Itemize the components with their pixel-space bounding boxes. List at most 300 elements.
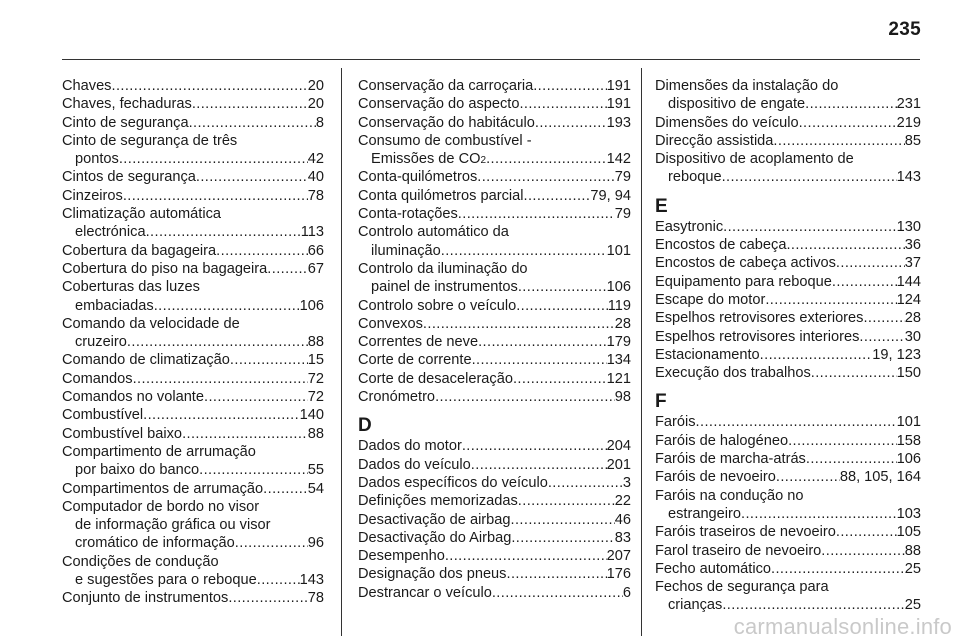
index-entry [655, 560, 921, 578]
index-term: reboque [668, 169, 722, 186]
index-page-ref: 78 [307, 187, 324, 204]
dot-leader [836, 523, 897, 541]
index-term: Dimensões do veículo [655, 114, 799, 131]
index-entry-line [358, 315, 631, 333]
index-term: Fecho automático [655, 560, 772, 577]
dot-leader [182, 425, 308, 443]
index-page-ref: 140 [299, 407, 324, 424]
index-term: Cintos de segurança [62, 169, 196, 186]
index-entry-line [358, 168, 631, 186]
index-entry [62, 187, 324, 205]
index-term: Conjunto de instrumentos [62, 590, 229, 607]
index-entry [655, 523, 921, 541]
dot-leader [788, 432, 897, 450]
index-term: Chaves [62, 78, 112, 94]
index-term: Controlo sobre o veículo [358, 297, 517, 314]
dot-leader [199, 461, 308, 479]
index-entry-line [62, 114, 324, 132]
index-entry [62, 370, 324, 388]
index-page-ref: 98 [614, 389, 631, 406]
dot-leader [722, 596, 904, 614]
dot-leader [196, 168, 308, 186]
index-page-ref: 231 [896, 96, 921, 113]
index-term: Faróis de nevoeiro [655, 469, 776, 486]
index-term: Dados específicos do veículo [358, 474, 548, 491]
index-page-ref: 179 [606, 334, 631, 351]
index-section-letter: F [655, 391, 667, 413]
index-entry [358, 529, 631, 547]
index-term: Computador de bordo no visor [62, 498, 260, 515]
index-page-ref: 103 [896, 505, 921, 522]
index-column-2 [358, 77, 631, 602]
index-page-ref: 30 [904, 328, 921, 345]
index-entry [62, 168, 324, 186]
dot-leader [154, 297, 300, 315]
index-term: Conta quilómetros parcial [358, 187, 524, 204]
index-entry [358, 511, 631, 529]
index-page-ref: 105 [896, 524, 921, 541]
column-divider [641, 68, 642, 636]
index-page-ref: 22 [614, 493, 631, 510]
dot-leader [771, 560, 905, 578]
index-entry-line [62, 132, 324, 150]
index-entry [62, 443, 324, 480]
index-page-ref: 88 [307, 425, 324, 442]
index-entry [358, 474, 631, 492]
index-entry [655, 578, 921, 615]
index-entry-line [358, 132, 631, 150]
index-entry-line [358, 242, 631, 260]
index-page-ref: 191 [606, 78, 631, 94]
index-term: Convexos [358, 315, 423, 332]
dot-leader [836, 254, 905, 272]
index-term: Direcção assistida [655, 132, 774, 149]
index-term: dispositivo de engate [668, 96, 806, 113]
index-entry [655, 309, 921, 327]
index-page-ref: 20 [307, 96, 324, 113]
dot-leader [535, 114, 607, 132]
index-entry-line [358, 529, 631, 547]
index-page-ref: 176 [606, 566, 631, 583]
dot-leader [230, 351, 308, 369]
index-page-ref: 207 [606, 548, 631, 565]
index-entry [358, 205, 631, 223]
index-entry-line [62, 333, 324, 351]
index-term: Conservação do habitáculo [358, 114, 535, 131]
index-entry-line [62, 370, 324, 388]
index-term: Desempenho [358, 548, 445, 565]
dot-leader [441, 242, 607, 260]
index-entry [358, 492, 631, 510]
index-entry-line: Emissões de CO 2 ..... 142 [358, 150, 631, 168]
dot-leader [472, 351, 607, 369]
index-entry-line [62, 223, 324, 241]
index-entry [655, 291, 921, 309]
index-term: Faróis na condução no [655, 487, 804, 504]
index-entry-line [358, 584, 631, 602]
index-entry [358, 132, 631, 169]
index-entry-line [62, 480, 324, 498]
index-entry-line [358, 95, 631, 113]
dot-leader [548, 474, 623, 492]
index-entry-line [655, 254, 921, 272]
watermark: carmanualsonline.info [733, 614, 952, 639]
index-term: cruzeiro [75, 334, 127, 351]
dot-leader [741, 505, 897, 523]
index-entry-line [655, 114, 921, 132]
index-page-ref: 25 [904, 560, 921, 577]
index-term: Faróis traseiros de nevoeiro [655, 524, 836, 541]
index-page-ref: 191 [606, 96, 631, 113]
index-term: Comandos [62, 370, 133, 387]
index-entry-line [62, 168, 324, 186]
index-term: Conservação da carroçaria [358, 78, 534, 94]
index-entry-line [655, 236, 921, 254]
index-term: Faróis [655, 414, 696, 431]
index-page-ref: 19, 123 [872, 346, 921, 363]
index-entry-line [655, 596, 921, 614]
index-term: Chaves, fechaduras [62, 96, 192, 113]
index-term: Controlo automático da [358, 224, 509, 241]
index-entry [358, 565, 631, 583]
index-page-ref: 37 [904, 255, 921, 272]
index-page-ref: 193 [606, 114, 631, 131]
index-term: Consumo de combustível - [358, 132, 532, 149]
dot-leader [696, 413, 897, 431]
index-entry-line [358, 437, 631, 455]
index-entry-line [62, 589, 324, 607]
index-entry [62, 406, 324, 424]
index-term: Comandos no volante [62, 389, 204, 406]
index-term: estrangeiro [668, 505, 742, 522]
dot-leader [765, 291, 896, 309]
dot-leader [263, 480, 308, 498]
index-page-ref: 134 [606, 352, 631, 369]
index-term: Faróis de halogéneo [655, 432, 789, 449]
index-entry [62, 589, 324, 607]
index-entry [358, 315, 631, 333]
index-page-ref: 219 [896, 114, 921, 131]
index-term: Equipamento para reboque [655, 273, 832, 290]
index-term: Desactivação do Airbag [358, 529, 512, 546]
index-page-ref: 67 [307, 260, 324, 277]
index-entry [655, 218, 921, 236]
index-entry [655, 328, 921, 346]
index-term: Cronómetro [358, 389, 436, 406]
index-term: Desactivação de airbag [358, 511, 511, 528]
index-page-ref: 79 [614, 169, 631, 186]
index-entry [655, 236, 921, 254]
index-entry [358, 370, 631, 388]
index-page-ref: 88 [904, 542, 921, 559]
index-page-ref: 144 [896, 273, 921, 290]
index-entry-line [655, 346, 921, 364]
index-entry [655, 77, 921, 114]
index-term: Cinto de segurança de três [62, 132, 238, 149]
index-entry-line [655, 328, 921, 346]
dot-leader [492, 584, 623, 602]
index-term: Emissões de CO [371, 151, 481, 168]
dot-leader [760, 346, 873, 364]
index-term: Corte de desaceleração [358, 370, 513, 387]
index-term: Controlo da iluminação do [358, 260, 528, 277]
index-entry-line [62, 406, 324, 424]
index-entry [62, 77, 324, 95]
index-page-ref: 28 [904, 310, 921, 327]
dot-leader [119, 150, 308, 168]
index-page-ref: 8 [315, 114, 324, 131]
dot-leader [523, 187, 590, 205]
index-entry-line [358, 187, 631, 205]
index-entry-line [655, 77, 921, 95]
index-entry-line [62, 461, 324, 479]
index-term: Climatização automática [62, 206, 221, 223]
index-entry-line [62, 388, 324, 406]
index-entry-line [62, 425, 324, 443]
index-entry-line [62, 205, 324, 223]
index-term: Combustível [62, 407, 144, 424]
index-page-ref: 106 [896, 451, 921, 468]
index-entry-line [358, 511, 631, 529]
index-page-ref: 106 [299, 297, 324, 314]
index-page-ref: 55 [307, 462, 324, 479]
index-page-ref: 142 [606, 151, 631, 168]
dot-leader [722, 168, 897, 186]
dot-leader [832, 273, 897, 291]
index-term: electrónica [75, 224, 146, 241]
index-entry [358, 95, 631, 113]
dot-leader [235, 534, 308, 552]
index-term: crianças [668, 597, 723, 614]
index-page-ref: 78 [307, 590, 324, 607]
dot-leader [506, 565, 606, 583]
index-entry-line [358, 333, 631, 351]
index-entry [62, 132, 324, 169]
dot-leader [204, 388, 308, 406]
index-page-ref: 66 [307, 242, 324, 259]
dot-leader [511, 529, 614, 547]
index-term: Espelhos retrovisores exteriores [655, 310, 864, 327]
index-page-ref: 42 [307, 151, 324, 168]
index-page-ref: 106 [606, 279, 631, 296]
dot-leader [471, 456, 607, 474]
index-term: Correntes de neve [358, 334, 479, 351]
index-entry-line [62, 150, 324, 168]
index-entry-line [655, 218, 921, 236]
index-term: Comando da velocidade de [62, 315, 240, 332]
index-page-ref: 121 [606, 370, 631, 387]
header-rule [62, 59, 920, 60]
index-entry-line [358, 223, 631, 241]
index-term: Dados do motor [358, 438, 462, 455]
dot-leader [518, 278, 607, 296]
index-term: Corte de corrente [358, 352, 472, 369]
index-entry-line [655, 432, 921, 450]
index-entry-line [358, 351, 631, 369]
column-divider [341, 68, 342, 636]
index-entry-line [62, 95, 324, 113]
index-term: Conta-quilómetros [358, 169, 478, 186]
index-column-1 [62, 77, 324, 608]
index-entry-line [655, 542, 921, 560]
index-page-ref: 143 [896, 169, 921, 186]
dot-leader [806, 450, 897, 468]
dot-leader [478, 333, 607, 351]
index-entry [62, 480, 324, 498]
index-entry [655, 132, 921, 150]
index-entry [358, 333, 631, 351]
dot-leader [486, 150, 607, 168]
page-number: 235 [888, 19, 921, 40]
index-term: Destrancar o veículo [358, 584, 492, 601]
index-page-ref: 3 [622, 474, 631, 491]
index-term: Cobertura do piso na bagageira [62, 260, 268, 277]
index-term: Compartimentos de arrumação [62, 480, 264, 497]
index-entry [358, 114, 631, 132]
dot-leader [511, 511, 615, 529]
index-entry [358, 456, 631, 474]
index-entry-line [655, 413, 921, 431]
dot-leader [805, 95, 897, 113]
index-entry-line [62, 571, 324, 589]
index-page-ref: 119 [607, 297, 631, 314]
index-entry [62, 425, 324, 443]
index-entry-line [358, 565, 631, 583]
index-term: Coberturas das luzes [62, 279, 200, 296]
index-entry [62, 351, 324, 369]
index-page-ref: 25 [904, 597, 921, 614]
index-page-ref: 201 [606, 456, 631, 473]
dot-leader [477, 168, 615, 186]
index-entry-line [655, 309, 921, 327]
index-entry [358, 547, 631, 565]
index-entry-line [62, 77, 324, 95]
index-entry [62, 260, 324, 278]
dot-leader [445, 547, 607, 565]
index-entry [655, 468, 921, 486]
index-page-ref: 40 [307, 169, 324, 186]
index-entry [62, 278, 324, 315]
index-entry [655, 150, 921, 187]
index-entry-line [62, 315, 324, 333]
index-term: Escape do motor [655, 291, 766, 308]
index-term: Dados do veículo [358, 456, 471, 473]
index-term: Compartimento de arrumação [62, 443, 256, 460]
index-entry-line [655, 168, 921, 186]
dot-leader [799, 114, 897, 132]
index-entry [62, 242, 324, 260]
index-term: Encostos de cabeça [655, 237, 787, 254]
index-term: Fechos de segurança para [655, 579, 829, 596]
dot-leader [192, 95, 308, 113]
index-term: Cinto de segurança [62, 114, 189, 131]
index-term: embaciadas [75, 297, 154, 314]
index-entry-line [62, 260, 324, 278]
index-entry-line [655, 150, 921, 168]
index-entry [655, 432, 921, 450]
index-entry [62, 114, 324, 132]
index-term: Farol traseiro de nevoeiro [655, 542, 822, 559]
index-page-ref: 113 [300, 224, 324, 241]
index-term: Cobertura da bagageira [62, 242, 217, 259]
dot-leader [111, 77, 307, 95]
index-page-ref: 20 [307, 78, 324, 94]
index-entry [655, 273, 921, 291]
dot-leader [723, 218, 897, 236]
index-page-ref: 46 [614, 511, 631, 528]
index-page-ref: 150 [896, 365, 921, 382]
index-term: Faróis de marcha-atrás [655, 451, 806, 468]
index-page-ref: 72 [307, 370, 324, 387]
index-entry-line [62, 278, 324, 296]
index-term: Combustível baixo [62, 425, 183, 442]
dot-leader [435, 388, 615, 406]
index-entry-line [655, 364, 921, 382]
dot-leader [533, 77, 606, 95]
index-entry [655, 487, 921, 524]
index-entry [62, 498, 324, 553]
index-entry [62, 553, 324, 590]
index-term: e sugestões para o reboque [75, 572, 257, 589]
index-entry [62, 95, 324, 113]
index-entry-line [62, 534, 324, 552]
dot-leader [127, 333, 308, 351]
index-entry-line [655, 560, 921, 578]
index-section-letter: E [655, 195, 668, 217]
dot-leader [228, 589, 307, 607]
dot-leader [462, 437, 607, 455]
index-term: Execução dos trabalhos [655, 365, 811, 382]
index-entry-line [358, 370, 631, 388]
index-term: Espelhos retrovisores interiores [655, 328, 860, 345]
index-entry-line [358, 77, 631, 95]
dot-leader [786, 236, 904, 254]
index-entry-line [62, 242, 324, 260]
dot-leader [133, 370, 308, 388]
index-term: Encostos de cabeça activos [655, 255, 836, 272]
index-entry-line [655, 487, 921, 505]
index-entry-line [655, 291, 921, 309]
dot-leader [863, 309, 904, 327]
index-entry-line [358, 388, 631, 406]
index-page-ref: 88, 105, 164 [839, 469, 921, 486]
index-term: Condições de condução [62, 553, 219, 570]
dot-leader [423, 315, 615, 333]
index-entry-line [358, 297, 631, 315]
dot-leader [216, 242, 308, 260]
index-page-ref: 54 [307, 480, 324, 497]
index-page-ref: 96 [307, 535, 324, 552]
index-entry-line [358, 260, 631, 278]
index-entry-line [655, 523, 921, 541]
index-term: por baixo do banco [75, 462, 200, 479]
dot-leader [189, 114, 316, 132]
index-entry-line [655, 450, 921, 468]
index-entry [655, 542, 921, 560]
index-entry-line [358, 547, 631, 565]
index-entry [358, 168, 631, 186]
index-entry-line [62, 187, 324, 205]
index-page-ref: 36 [904, 237, 921, 254]
index-entry-line [62, 553, 324, 571]
index-term: painel de instrumentos [371, 279, 518, 296]
index-entry [358, 437, 631, 455]
index-entry [358, 584, 631, 602]
index-term: Dimensões da instalação do [655, 78, 839, 94]
index-entry [358, 297, 631, 315]
index-page-ref: 204 [606, 438, 631, 455]
index-entry [62, 205, 324, 242]
